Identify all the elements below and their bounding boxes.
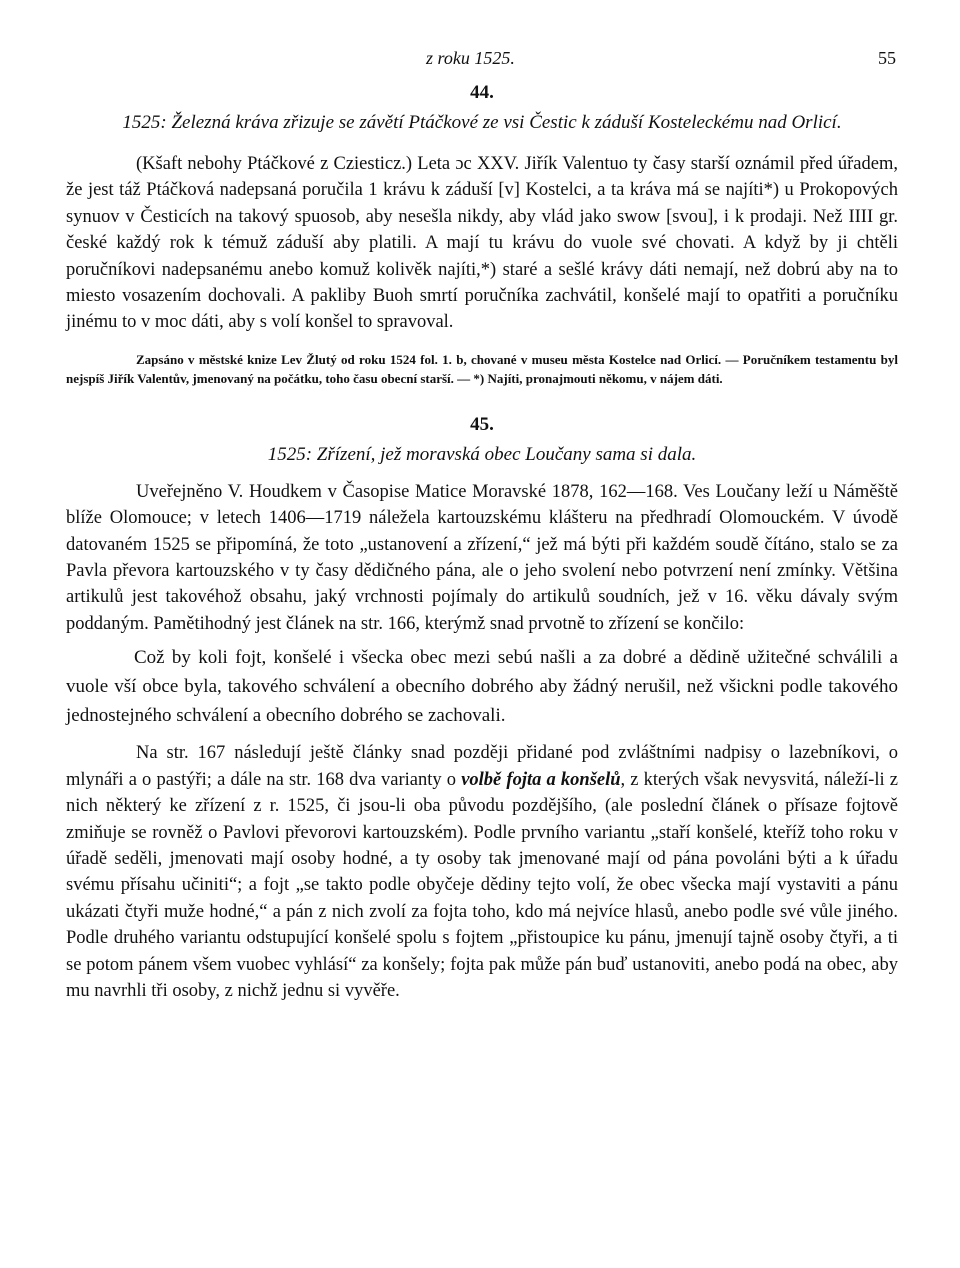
commentary-text: Na str. 167 následují ještě články snad později přidané pod zvláštními nadpisy o lazebníkovi, o mlynáři a o pastýři; a dále na str. 168 dva varianty o xyxy=(66,743,898,790)
document-title: 1525: Železná kráva zřizuje se závětí Ptáčkové ze vsi Čestic k záduší Kosteleckému nad Orlicí. xyxy=(122,112,842,133)
source-note-text: Zapsáno v městské knize Lev Žlutý od roku 1524 fol. 1. b, chované v museu města Kostelce nad Orlicí. — Poručníkem testamentu byl nejspíš Jiřík Valentův, jmenovaný na počátku, toho času obecní starší. — *) Najíti, pronajmouti někomu, v nájem dáti. xyxy=(66,351,898,386)
section-45 xyxy=(66,414,898,1005)
running-head xyxy=(66,48,898,76)
intro-paragraph: Uveřejněno V. Houdkem v Časopise Matice Moravské 1878, 162—168. Ves Loučany leží u Náměště blíže Olomouce; v letech 1406—1719 náležela kartouzskému klášteru na předhradí Olomouckém. V úvodě datovaném 1525 se připomíná, že toto „ustanovení a zřízení,“ jež má býti při každém soudě čítáno, stalo se za Pavla převora kartouzského v ty časy dědičného pána, ale o jeho svolení nebo potvrzení není zmínky. Většina artikulů jest takovéhož obsahu, jaký vrchnosti pojímaly do artikulů soudních, jež v 16. věku dávaly svým poddaným. Pamětihodný jest článek na str. 166, kterýmž snad prvotně to zřízení se končilo: xyxy=(66,481,898,634)
section-44 xyxy=(66,82,898,388)
page-number: 55 xyxy=(878,48,896,68)
document-number: 45. xyxy=(470,413,494,435)
document-page xyxy=(66,48,898,1004)
quoted-article: Což by koli fojt, konšelé i všecka obec mezi sebú našli a za dobré a dědině užitečné schválili a vuole vší obce byla, takového schválení a obecního dobrého aby žádný nerušil, než všickni podle takového jednostejného schválení a obecního dobrého se zachovali. xyxy=(66,647,898,727)
commentary-emphasis: volbě fojta a konšelů xyxy=(461,769,621,790)
commentary-text-continued: , z kterých však nevysvitá, náleží-li z nich některý ke zřízení z r. 1525, či jsou-li oba původu pozdějšího, (ale poslední článek o přísaze fojtově zmiňuje se rovněž o Pavlovi převorovi kartouzském). Podle prvního variantu „staří konšelé, kteříž toho roku v úřadě seděli, jmenovati mají osoby hodné, a ty osoby tak jmenované mají od pána povoláni býti a k úřadu svému přísahu učiniti“; a fojt „se takto podle obyčeje dědiny tejto volí, že obec všecka mají vystaviti a pánu ukázati čtyři muže hodné,“ a pán z nich zvolí za fojta toho, kdo má nejvíce hlasů, anebo podle své vůle jiného. Podle druhého variantu odstupující konšelé spolu s fojtem „přistoupice ku pánu, jmenují tajně osoby čtyři, a ti se potom pánem všem vuobec vyhlásí“ za konšely; fojta pak může pán buď ustanoviti, anebo podá na obec, aby mu navrhli tři osoby, z nichž jednu si vyvěře. xyxy=(66,769,898,1001)
source-note xyxy=(66,350,898,388)
document-number: 44. xyxy=(470,82,494,103)
commentary-paragraph xyxy=(66,740,898,1004)
document-title: 1525: Zřízení, jež moravská obec Loučany sama si dala. xyxy=(267,443,697,465)
document-text: (Kšaft nebohy Ptáčkové z Cziesticz.) Leta ɔc XXV. Jiřík Valentuo ty časy starší oznámil před úřadem, že jest táž Ptáčková nadepsaná poručila 1 krávu k záduší [v] Kostelci, a ta kráva má se najíti*) u Prokopových synuov v Česticích na takový spuosob, aby nesešla nikdy, aby vlád jako swow [svou], i k prodaji. Než IIII gr. české každý rok k témuž záduší aby platili. A mají tu krávu do vuole své chovati. A když by ji chtěli poručníkovi nadepsanému anebo komuž kolivěk najíti,*) staré a sešlé krávy dáti nemají, než dobrú aby na to miesto vosazením dochovali. A pakliby Buoh smrtí poručníka zachvátil, konšelé mají to opatřiti a poručníku jinému to v moc dáti, aby s volí konšel to spravoval. xyxy=(66,154,898,333)
running-title: z roku 1525. xyxy=(426,48,515,68)
